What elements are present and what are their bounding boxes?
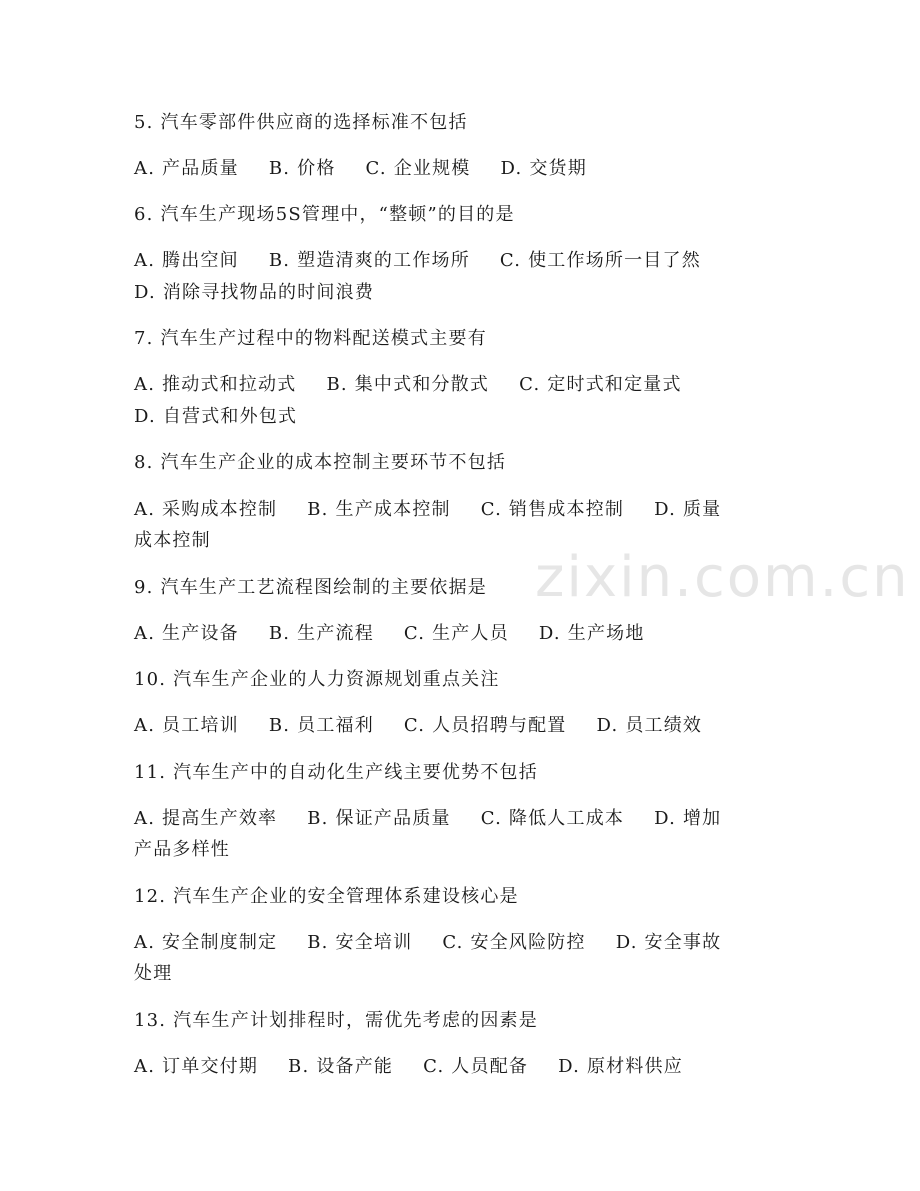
option-d: D. 员工绩效 [596, 715, 703, 736]
question-stem-8: 8. 汽车生产企业的成本控制主要环节不包括 [134, 452, 507, 473]
option-b: B. 员工福利 [268, 715, 374, 736]
option-a: A. 员工培训 [134, 715, 239, 736]
watermark: zixin.com.cn [535, 545, 910, 610]
question-stem-13: 13. 汽车生产计划排程时，需优先考虑的因素是 [134, 1010, 538, 1031]
question-options-5 [134, 153, 794, 184]
option-a: A. 订单交付期 [134, 1056, 259, 1077]
question-options-6 [134, 245, 794, 276]
option-a: A. 采购成本控制 [134, 499, 278, 520]
option-d: D. 生产场地 [538, 623, 645, 644]
option-b: B. 安全培训 [307, 932, 413, 953]
question-options-8-cont [134, 525, 794, 556]
option-b: B. 保证产品质量 [307, 808, 451, 829]
option-a: A. 提高生产效率 [134, 808, 278, 829]
question-options-9 [134, 618, 794, 649]
option-c: C. 降低人工成本 [480, 808, 625, 829]
option-b: B. 价格 [268, 158, 336, 179]
option-d-continued: 产品多样性 [134, 839, 230, 860]
option-c: C. 企业规模 [365, 158, 471, 179]
option-d: D. 自营式和外包式 [134, 406, 298, 427]
option-a: A. 生产设备 [134, 623, 239, 644]
option-a: A. 腾出空间 [134, 250, 239, 271]
question-stem-9: 9. 汽车生产工艺流程图绘制的主要依据是 [134, 577, 487, 598]
question-stem-12: 12. 汽车生产企业的安全管理体系建设核心是 [134, 886, 519, 907]
option-a: A. 安全制度制定 [134, 932, 278, 953]
option-c: C. 安全风险防控 [442, 932, 586, 953]
question-options-7-cont [134, 401, 794, 432]
option-c: C. 人员配备 [423, 1056, 529, 1077]
question-options-11-cont [134, 834, 794, 865]
question-stem-5: 5. 汽车零部件供应商的选择标准不包括 [134, 112, 468, 133]
option-d: D. 增加 [654, 808, 722, 829]
option-b: B. 设备产能 [288, 1056, 394, 1077]
option-a: A. 产品质量 [134, 158, 239, 179]
question-stem-6: 6. 汽车生产现场5S管理中，“整顿”的目的是 [134, 204, 515, 225]
question-options-12 [134, 927, 794, 958]
question-options-11 [134, 803, 794, 834]
option-d: D. 交货期 [500, 158, 587, 179]
option-d: D. 质量 [654, 499, 722, 520]
question-options-7 [134, 369, 794, 400]
option-b: B. 生产流程 [268, 623, 374, 644]
question-options-6-cont [134, 277, 794, 308]
option-d: D. 安全事故 [615, 932, 722, 953]
option-d-continued: 成本控制 [134, 530, 211, 551]
option-d: D. 原材料供应 [558, 1056, 683, 1077]
question-stem-10: 10. 汽车生产企业的人力资源规划重点关注 [134, 669, 500, 690]
option-c: C. 定时式和定量式 [519, 374, 682, 395]
question-stem-11: 11. 汽车生产中的自动化生产线主要优势不包括 [134, 762, 538, 783]
question-options-13 [134, 1051, 794, 1082]
option-b: B. 生产成本控制 [307, 499, 451, 520]
option-d: D. 消除寻找物品的时间浪费 [134, 282, 375, 303]
option-a: A. 推动式和拉动式 [134, 374, 297, 395]
option-c: C. 人员招聘与配置 [403, 715, 567, 736]
option-b: B. 集中式和分散式 [326, 374, 490, 395]
option-c: C. 使工作场所一目了然 [499, 250, 701, 271]
option-d-continued: 处理 [134, 963, 173, 984]
question-options-12-cont [134, 958, 794, 989]
question-stem-7: 7. 汽车生产过程中的物料配送模式主要有 [134, 328, 487, 349]
question-options-8 [134, 494, 794, 525]
option-c: C. 生产人员 [403, 623, 509, 644]
question-options-10 [134, 710, 794, 741]
option-c: C. 销售成本控制 [480, 499, 625, 520]
option-b: B. 塑造清爽的工作场所 [268, 250, 470, 271]
